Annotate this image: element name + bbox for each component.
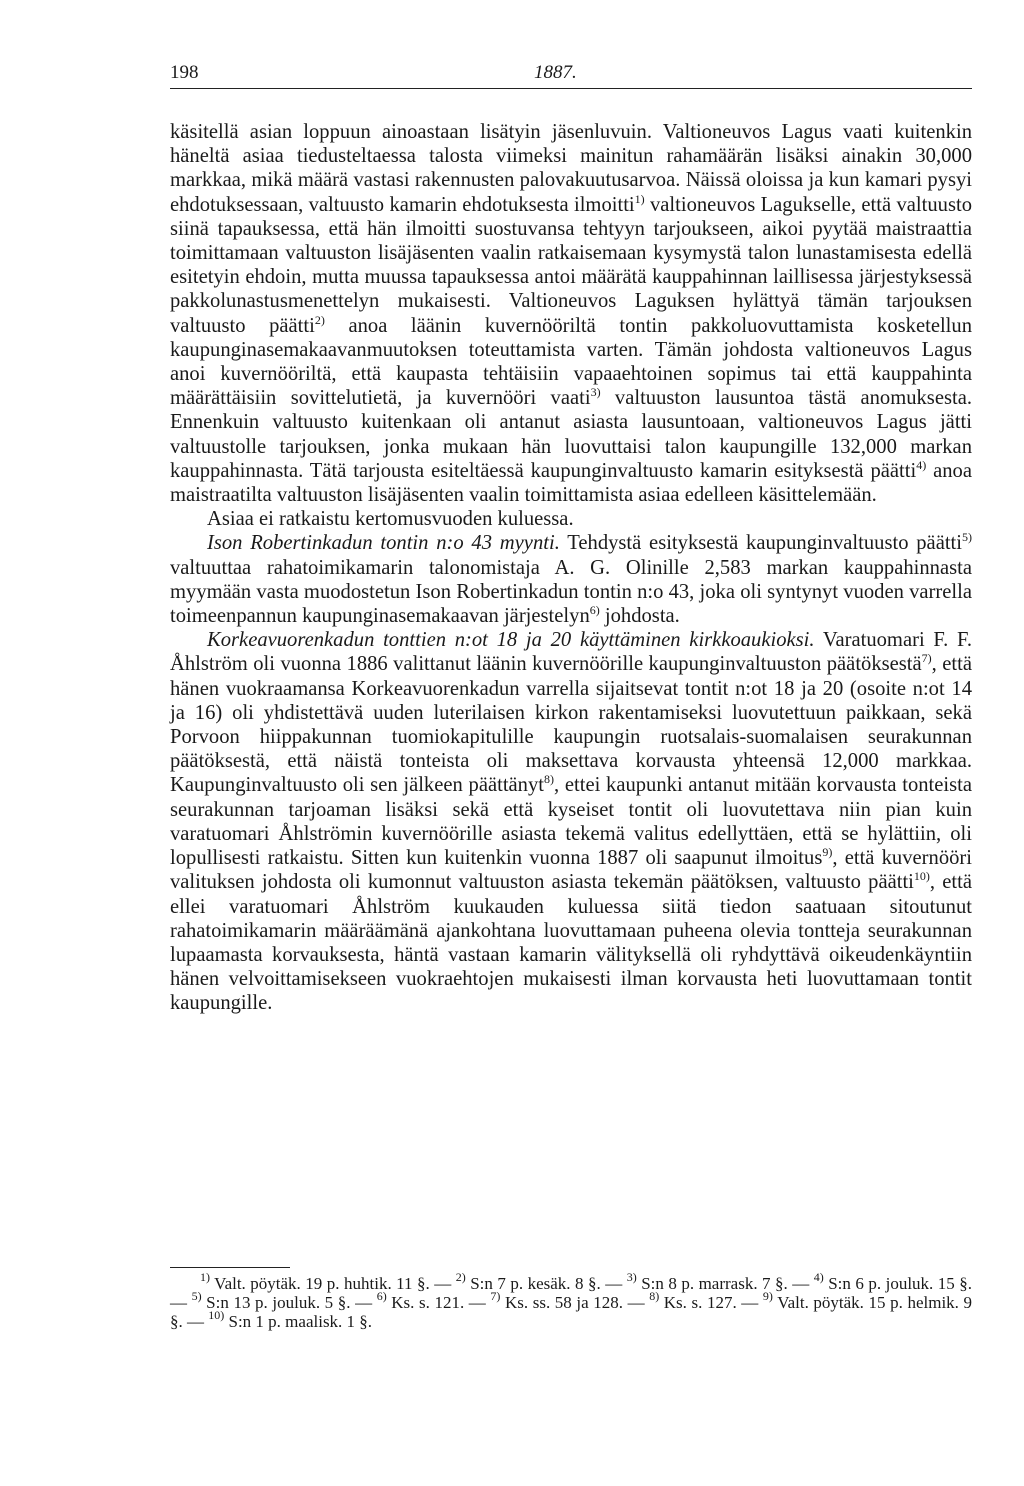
- page-header: [170, 62, 972, 89]
- footnote-ref: 7): [921, 651, 932, 666]
- footnote-ref: 4): [916, 457, 927, 472]
- footnote-ref: 8): [544, 772, 554, 787]
- paragraph-3: Ison Robertinkadun tontin n:o 43 myynti. Tehdystä esityksestä kaupunginvaltuusto päätti$^{5)}$ valtuuttaa rahatoimikamarin talonomistaja A. G. Olinille 2,583 markan kauppahinnasta myymään vasta muodostetun Ison Robertinkadun tontin n:o 43, joka oli syntynyt vuoden varrella toimeenpannun kaupunginasemakaavan järjestelyn$^{6)}$ johdosta.: [170, 530, 972, 628]
- paragraph-1: käsitellä asian loppuun ainoastaan lisätyin jäsenluvuin. Valtioneuvos Lagus vaati kuitenkin häneltä asiaa tiedusteltaessa talosta viimeksi mainitun rahamäärän lisäksi ainakin 30,000 markkaa, mikä määrä vastasi rakennusten palovakuutusarvoa. Näissä oloissa ja kun kamari pysyi ehdotuksessaan, valtuusto kamarin ehdotuksesta ilmoitti$^{1)}$ valtioneuvos Lagukselle, että valtuusto siinä tapauksessa, että hän ilmoitti suostuvansa tehtyyn tarjoukseen, aikoi pyytää maistraattia toimittamaan valtuuston lisäjäsenten vaalin ratkaisemaan kysymystä talon lunastamisesta edellä esitetyin ehdoin, mutta muussa tapauksessa antoi määrätä kauppahinnan laillisessa järjestyksessä pakkolunastusmenettelyn mukaisesti. Valtioneuvos Laguksen hylättyä tämän tarjouksen valtuusto päätti$^{2)}$ anoa läänin kuvernööriltä tontin pakkoluovuttamista kosketellun kaupunginasemakaavanmuutoksen toteuttamista varten. Tämän johdosta valtioneuvos Lagus anoi kuvernööriltä, että kaupasta tehtäisiin vapaaehtoinen sopimus tai että kauppahinta määrättäisiin sovittelutietä, ja kuvernööri vaati$^{3)}$ valtuuston lausuntoa tästä anomuksesta. Ennenkuin valtuusto kuitenkaan oli antanut asiasta lausuntoaan, valtioneuvos Lagus jätti valtuustolle tarjouksen, jonka mukaan hän luovuttaisi talon kaupungille 132,000 markan kauppahinnasta. Tätä tarjousta esiteltäessä kaupunginvaltuusto kamarin esityksestä päätti$^{4)}$ anoa maistraatilta valtuuston lisäjäsenten vaalin toimittamista asiaa edelleen käsittelemään.: [170, 121, 973, 507]
- footnote-ref: 1): [634, 191, 645, 206]
- page-year: 1887.: [534, 62, 577, 83]
- paragraph-4: Korkeavuorenkadun tonttien n:ot 18 ja 20 käyttäminen kirkkoaukioksi. Varatuomari F. F. Åhlström oli vuonna 1886 valittanut läänin kuvernöörille kaupunginvaltuuston päätöksestä$^{7)}$, että hänen vuokraamansa Korkeavuorenkadun varrella sijaitsevat tontit n:ot 18 ja 20 (osoite n:ot 14 ja 16) oli yhdistettävä uuden luterilaisen kirkon rakentamiseksi luovutettuun paikkaan, sekä Porvoon hiippakunnan tuomiokapitulille kaupungin ruotsalais-suomalaisen seurakunnan päätöksestä, että näistä tonteista oli maksettava korvausta yhteensä 12,000 markkaa. Kaupunginvaltuusto oli sen jälkeen päättänyt$^{8)}$, ettei kaupunki antanut mitään korvausta tonteista seurakunnan tarjoaman lisäksi sekä että kyseiset tontit oli luovutettava niin pian kuin varatuomari Åhlströmin kuvernöörille asiasta tekemä valitus edellyttäen, että se hylättiin, oli lopullisesti ratkaistu. Sitten kun kuitenkin vuonna 1887 oli saapunut ilmoitus$^{9)}$, että kuvernööri valituksen johdosta oli kumonnut valtuuston asiasta tekemän päätöksen, valtuusto päätti$^{10)}$, että ellei varatuomari Åhlström kuukauden kuluessa siitä tiedon saatuaan sitoutunut rahatoimikamarin määräämänä ajankohtana luovuttamaan puheena olevia tontteja seurakunnan lupaamasta korvauksesta, häntä vastaan kamarin välityksellä oli ryhdyttävä oikeudenkäyntiin hänen velvoittamisekseen vuokraehtojen mukaisesti ilman korvausta heti luovuttamaan tontit kaupungille.: [170, 629, 972, 1015]
- footnote-divider: [170, 1267, 290, 1268]
- section-heading: Korkeavuorenkadun tonttien n:ot 18 ja 20 käyttäminen kirkkoaukioksi.: [207, 629, 815, 652]
- footnote-ref: 9): [822, 845, 833, 860]
- footnote-ref: 6): [589, 603, 600, 618]
- footnote-ref: 2): [314, 312, 325, 327]
- paragraph-2: Asiaa ei ratkaistu kertomusvuoden kuluessa.: [207, 508, 574, 531]
- footnote-ref: 10): [913, 869, 930, 884]
- text-body: [170, 120, 972, 1016]
- footnotes: [170, 1267, 972, 1331]
- page-number: 198: [170, 62, 199, 83]
- footnote-text: $^{1)}$ Valt. pöytäk. 19 p. huhtik. 11 §. — $^{2)}$ S:n 7 p. kesäk. 8 §. — $^{3)}$ S:n 8 p. marrask. 7 §. — $^{4)}$ S:n 6 p. jouluk. 15 §. — $^{5)}$ S:n 13 p. jouluk. 5 §. — $^{6)}$ Ks. s. 121. — $^{7)}$ Ks. ss. 58 ja 128. — $^{8)}$ Ks. s. 127. — $^{9)}$ Valt. pöytäk. 15 p. helmik. 9 §. — $^{10)}$ S:n 1 p. maalisk. 1 §.: [170, 1270, 973, 1331]
- footnote-ref: 5): [962, 530, 972, 545]
- footnote-ref: 3): [590, 385, 601, 400]
- section-heading: Ison Robertinkadun tontin n:o 43 myynti.: [207, 532, 560, 555]
